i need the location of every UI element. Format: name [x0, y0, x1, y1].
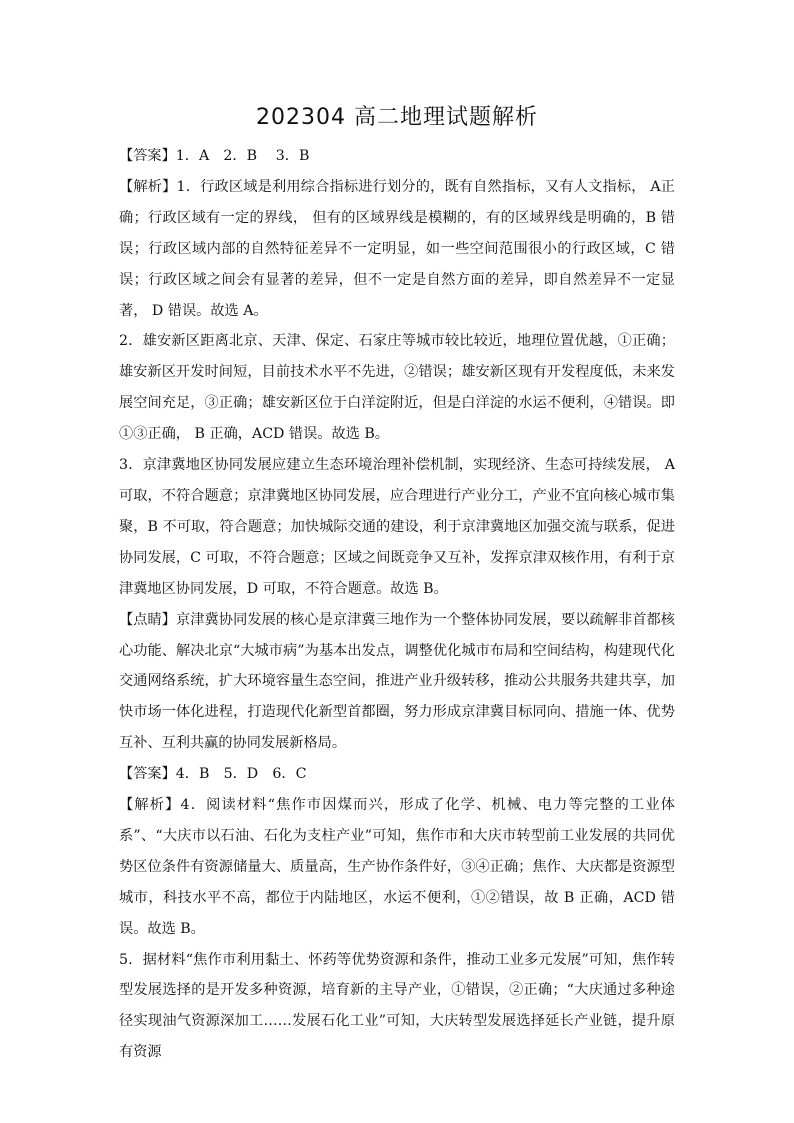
tip-paragraph: 【点睛】京津冀协同发展的核心是京津冀三地作为一个整体协同发展，要以疏解非首都核心功能、解决北京“大城市病”为基本出发点，调整优化城市布局和空间结构，构建现代化交通网络系统，扩大环境容量生态空间，推进产业升级转移，推动公共服务共建共享，加快市场一体化进程，打造现代化新型首都圈，努力形成京津冀目标同向、措施一体、优势互补、互利共赢的协同发展新格局。	[119, 611, 675, 752]
analysis-paragraph-1: 【解析】1．行政区域是利用综合指标进行划分的，既有自然指标，又有人文指标， A正确；行政区域有一定的界线， 但有的区域界线是模糊的，有的区域界线是明确的，B 错误；行政区域内部的自然特征差异不一定明显，如一些空间范围很小的行政区域，C 错误；行政区域之间会有显著的差异，但不一定是自然方面的差异，即自然差异不一定显著， D 错误。故选 A。	[119, 178, 675, 319]
analysis-paragraph-3: 3．京津冀地区协同发展应建立生态环境治理补偿机制，实现经济、生态可持续发展， A 可取，不符合题意；京津冀地区协同发展，应合理进行产业分工，产业不宜向核心城市集聚，B 不可取，符合题意；加快城际交通的建设，利于京津冀地区加强交流与联系，促进协同发展，C 可取，不符合题意；区域之间既竞争又互补，发挥京津双核作用，有利于京津冀地区协同发展，D 可取，不符合题意。故选 B。	[119, 457, 675, 597]
analysis-paragraph-4: 【解析】4．阅读材料“焦作市因煤而兴，形成了化学、机械、电力等完整的工业体系”、“大庆市以石油、石化为支柱产业”可知，焦作市和大庆市转型前工业发展的共同优势区位条件有资源储量大、质量高，生产协作条件好，③④正确；焦作、大庆都是资源型城市，科技水平不高，都位于内陆地区，水运不便利，①②错误，故 B 正确，ACD 错误。故选 B。	[119, 797, 675, 937]
analysis-paragraph-5: 5．据材料“焦作市利用黏土、怀药等优势资源和条件，推动工业多元发展”可知，焦作转型发展选择的是开发多种资源，培育新的主导产业，①错误，②正确；“大庆通过多种途径实现油气资源深加工……发展石化工业”可知，大庆转型发展选择延长产业链，提升原有资源	[119, 951, 675, 1061]
answer-line-2: 【答案】4．B 5．D 6．C	[119, 766, 307, 783]
document-body	[119, 141, 675, 1068]
analysis-paragraph-2: 2．雄安新区距离北京、天津、保定、石家庄等城市较比较近，地理位置优越，①正确；雄安新区开发时间短，目前技术水平不先进，②错误；雄安新区现有开发程度低，未来发展空间充足，③正确；雄安新区位于白洋淀附近，但是白洋淀的水运不便利，④错误。即①③正确， B 正确，ACD 错误。故选 B。	[119, 333, 675, 443]
answer-line-1: 【答案】1．A 2．B 3．B	[119, 148, 310, 164]
page-title: 202304 高二地理试题解析	[256, 105, 538, 130]
